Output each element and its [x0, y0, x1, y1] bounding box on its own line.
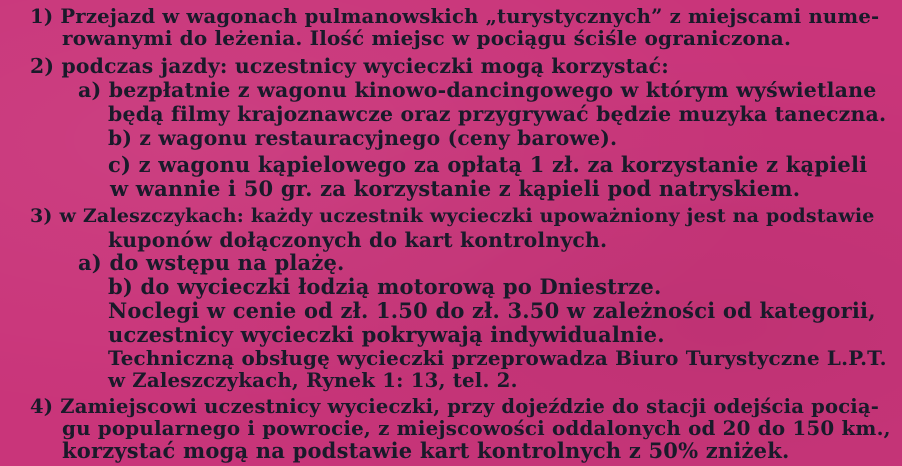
text-line: w Zaleszczykach, Rynek 1: 13, tel. 2. [108, 368, 518, 392]
text-line: Techniczną obsługę wycieczki przeprowadza Biuro Turystyczne L.P.T. [108, 346, 887, 370]
text-line: w wannie i 50 gr. za korzystanie z kąpieli pod natryskiem. [110, 176, 801, 201]
text-line: będą filmy krajoznawcze oraz przygrywać będzie muzyka taneczna. [108, 102, 887, 126]
text-line: c) z wagonu kąpielowego za opłatą 1 zł. za korzystanie z kąpieli [108, 152, 868, 177]
text-line: rowanymi do leżenia. Ilość miejsc w pociągu ściśle ograniczona. [62, 26, 792, 50]
text-line: b) z wagonu restauracyjnego (ceny barowe). [108, 126, 618, 150]
text-line: 2) podczas jazdy: uczestnicy wycieczki mogą korzystać: [30, 54, 669, 78]
text-line: Noclegi w cenie od zł. 1.50 do zł. 3.50 w zależności od kategorii, [108, 298, 876, 323]
text-line: korzystać mogą na podstawie kart kontrolnych z 50% zniżek. [62, 438, 790, 463]
text-line: b) do wycieczki łodzią motorową po Dniestrze. [108, 274, 662, 299]
text-line: 1) Przejazd w wagonach pulmanowskich „turystycznych” z miejscami nume- [30, 5, 880, 28]
text-line: 3) w Zaleszczykach: każdy uczestnik wycieczki upoważniony jest na podstawie [30, 205, 875, 227]
text-line: kuponów dołączonych do kart kontrolnych. [108, 228, 608, 252]
text-line: uczestnicy wycieczki pokrywają indywidualnie. [108, 322, 665, 347]
text-line: 4) Zamiejscowi uczestnicy wycieczki, przy dojeździe do stacji odejścia pocią- [30, 395, 880, 418]
text-line: gu popularnego i powrocie, z miejscowości oddalonych od 20 do 150 km., [62, 416, 891, 440]
text-line: a) do wstępu na plażę. [78, 250, 345, 275]
text-line: a) bezpłatnie z wagonu kinowo-dancingowego w którym wyświetlane [78, 78, 877, 102]
